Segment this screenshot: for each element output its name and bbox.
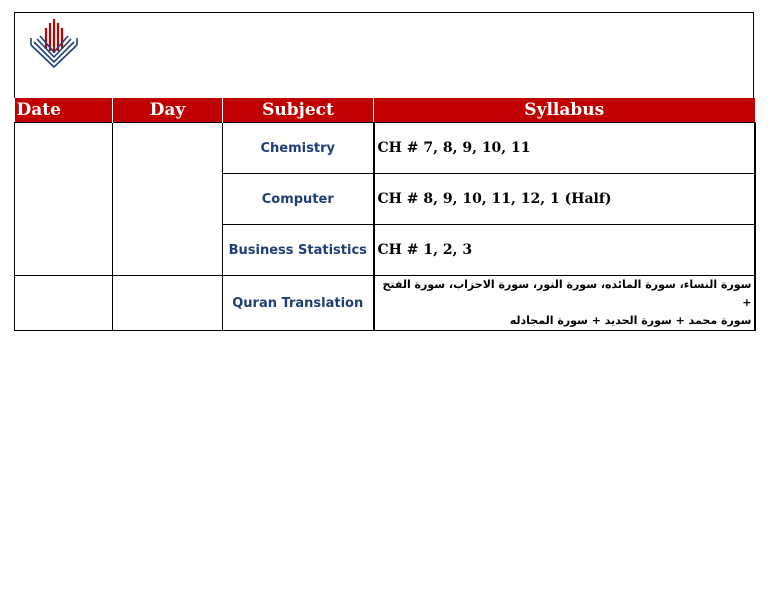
table-row	[15, 123, 755, 174]
syllabus-cell: CH # 8, 9, 10, 11, 12, 1 (Half)	[374, 174, 755, 225]
subject-cell: Business Statistics	[223, 225, 374, 276]
day-cell	[113, 276, 223, 331]
table-header-row	[15, 98, 755, 123]
day-column-header: Day	[113, 98, 223, 123]
subject-cell: Quran Translation	[223, 276, 374, 331]
syllabus-cell: CH # 7, 8, 9, 10, 11	[374, 123, 755, 174]
syllabus-line: سورة النساء، سورة المائده، سورة النور، سورة الاحزاب، سورة الفتح +	[382, 278, 752, 309]
table-row	[15, 276, 755, 331]
datesheet	[14, 12, 754, 331]
datesheet-table	[14, 98, 756, 331]
syllabus-cell: CH # 1, 2, 3	[374, 225, 755, 276]
syllabus-column-header: Syllabus	[374, 98, 755, 123]
subject-cell: Computer	[223, 174, 374, 225]
day-cell	[113, 123, 223, 276]
subject-column-header: Subject	[223, 98, 374, 123]
institution-logo-icon	[25, 15, 83, 73]
date-cell	[15, 123, 113, 276]
header-box	[14, 12, 754, 98]
syllabus-cell-urdu	[374, 276, 755, 331]
syllabus-line: سورة محمد + سورة الحديد + سورة المجادله	[509, 314, 752, 327]
date-column-header: Date	[15, 98, 113, 123]
date-cell	[15, 276, 113, 331]
subject-cell: Chemistry	[223, 123, 374, 174]
